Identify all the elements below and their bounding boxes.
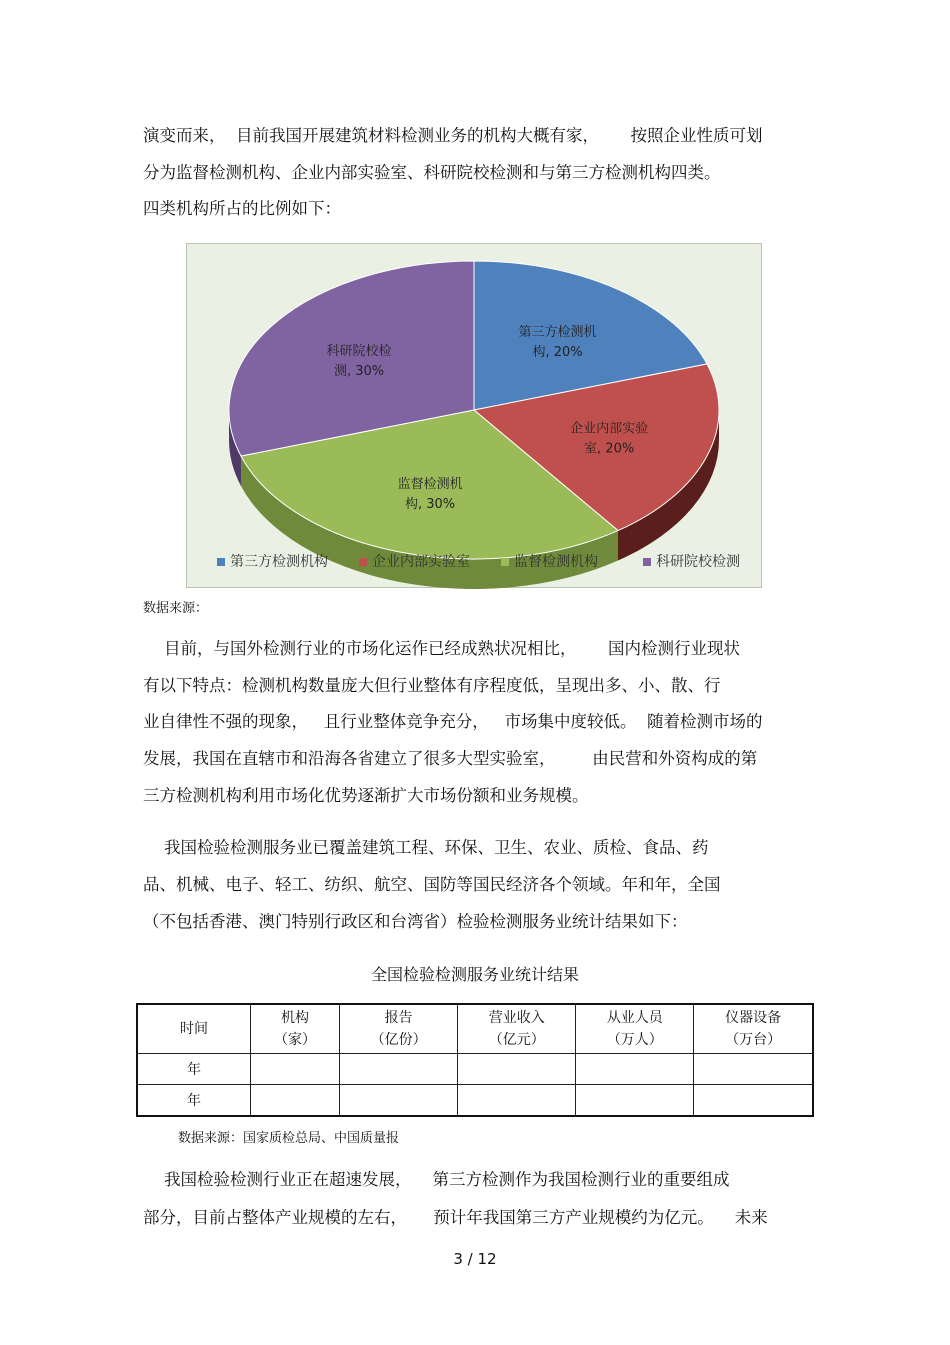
table-cell (694, 1054, 813, 1085)
header-line1: 营业收入 (488, 1010, 545, 1026)
header-cell (251, 1004, 340, 1054)
pie-label-0-1: 构, 20% (532, 345, 583, 361)
pie-label-1-0: 企业内部实验 (570, 421, 649, 437)
header-line1: 报告 (384, 1010, 413, 1026)
table-cell (458, 1054, 576, 1085)
legend-swatch-2 (501, 558, 509, 566)
header-cell (340, 1004, 458, 1054)
pie-chart (186, 243, 762, 588)
table-caption: 全国检验检测服务业统计结果 (370, 965, 579, 984)
table-header-row (137, 1004, 813, 1054)
table-cell (576, 1054, 694, 1085)
pie-label-2-1: 构, 30% (405, 497, 456, 513)
statistics-table (136, 1003, 814, 1117)
para2-line-4: 发展，我国在直辖市和沿海各省建立了很多大型实验室， 由民营和外资构成的第 (143, 749, 758, 768)
para3-line-3: （不包括香港、澳门特别行政区和台湾省）检验检测服务业统计结果如下： (143, 912, 688, 931)
pie-label-0-0: 第三方检测机 (518, 325, 597, 341)
header-time: 时间 (180, 1021, 208, 1037)
table-cell: 年 (137, 1054, 251, 1085)
table-cell (251, 1054, 340, 1085)
header-cell (458, 1004, 576, 1054)
para2-line-2: 有以下特点：检测机构数量庞大但行业整体有序程度低，呈现出多、小、散、行 (143, 676, 721, 695)
table-source: 数据来源：国家质检总局、中国质量报 (178, 1131, 400, 1146)
table-row (137, 1085, 813, 1117)
para4-line-2: 部分，目前占整体产业规模的左右， 预计年我国第三方产业规模约为亿元。 未来 (143, 1208, 768, 1227)
para4-line-1: 我国检验检测行业正在超速发展， 第三方检测作为我国检测行业的重要组成 (143, 1170, 730, 1189)
table-row (137, 1054, 813, 1085)
para2-line-5: 三方检测机构利用市场化优势逐渐扩大市场份额和业务规模。 (143, 786, 589, 805)
intro-line-3: 四类机构所占的比例如下： (143, 199, 341, 218)
legend-label-3: 科研院校检测 (656, 554, 740, 570)
legend-label-1: 企业内部实验室 (372, 554, 470, 570)
legend-label-2: 监督检测机构 (514, 554, 598, 570)
header-unit: （万台） (725, 1032, 782, 1048)
header-line1: 仪器设备 (725, 1010, 782, 1026)
table-cell: 年 (137, 1085, 251, 1117)
header-unit: （亿元） (488, 1032, 545, 1048)
header-unit: （万人） (606, 1032, 663, 1048)
table-cell (340, 1085, 458, 1117)
chart-source-label: 数据来源： (143, 601, 209, 616)
header-unit: （家） (274, 1032, 317, 1048)
header-cell (694, 1004, 813, 1054)
page-number: 3 / 12 (453, 1250, 497, 1268)
header-cell (576, 1004, 694, 1054)
pie-chart-svg (187, 244, 763, 589)
intro-line-2: 分为监督检测机构、企业内部实验室、科研院校检测和与第三方检测机构四类。 (143, 163, 721, 182)
header-line1: 从业人员 (606, 1010, 663, 1026)
header-cell (137, 1004, 251, 1054)
header-unit: （亿份） (370, 1032, 427, 1048)
intro-line-1: 演变而来， 目前我国开展建筑材料检测业务的机构大概有家， 按照企业性质可划 (143, 126, 763, 145)
table-cell (458, 1085, 576, 1117)
pie-label-3-1: 测, 30% (333, 364, 385, 380)
table-cell (576, 1085, 694, 1117)
header-line1: 机构 (281, 1010, 310, 1026)
legend-label-0: 第三方检测机构 (230, 554, 328, 570)
pie-label-1-1: 室, 20% (584, 441, 635, 457)
table-cell (694, 1085, 813, 1117)
legend-swatch-0 (217, 558, 225, 566)
pie-label-2-0: 监督检测机 (397, 477, 463, 493)
table-cell (340, 1054, 458, 1085)
para2-line-3: 业自律性不强的现象， 且行业整体竞争充分， 市场集中度较低。 随着检测市场的 (143, 712, 763, 731)
legend-swatch-1 (359, 558, 367, 566)
legend-swatch-3 (643, 558, 651, 566)
para3-line-1: 我国检验检测服务业已覆盖建筑工程、环保、卫生、农业、质检、食品、药 (143, 838, 709, 857)
para2-line-1: 目前，与国外检测行业的市场化运作已经成熟状况相比， 国内检测行业现状 (143, 639, 740, 658)
para3-line-2: 品、机械、电子、轻工、纺织、航空、国防等国民经济各个领域。年和年，全国 (143, 875, 721, 894)
table-cell (251, 1085, 340, 1117)
pie-label-3-0: 科研院校检 (326, 344, 392, 360)
